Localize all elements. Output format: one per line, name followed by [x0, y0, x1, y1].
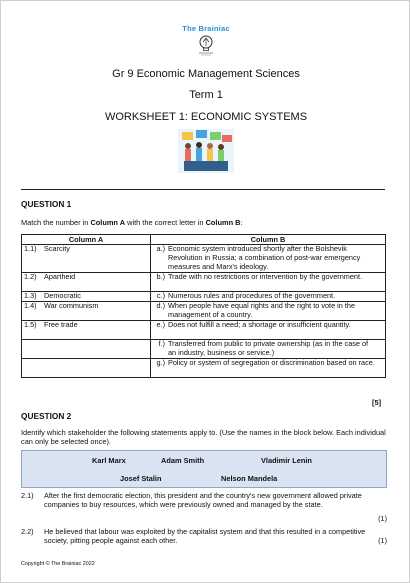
statement-2-1: 2.1) After the first democratic election, this president and the country's new government allowed private companies to buy resources, which were previously owned and managed by the state. (1) [21, 491, 387, 524]
column-a-cell [22, 359, 151, 378]
column-a-cell [22, 340, 151, 359]
table-row [22, 340, 386, 359]
subject-title: Gr 9 Economic Management Sciences [112, 68, 300, 80]
name-vladimir-lenin: Vladimir Lenin [261, 456, 312, 465]
lightbulb-logo-icon [196, 34, 216, 56]
column-b-cell: f.) Transferred from public to private ownership (as in the case of an industry, business or service.) [151, 340, 386, 359]
column-a-cell: 1.2) Apartheid [22, 273, 151, 292]
people-with-signs-illustration [178, 129, 234, 173]
name-nelson-mandela: Nelson Mandela [221, 474, 278, 483]
question-2-instruction: Identify which stakeholder the following statements apply to. (Use the names in the block below. Each individual can only be selected once). [21, 428, 386, 447]
brand-name: The Brainiac [182, 24, 230, 33]
table-row [22, 292, 386, 302]
table-row [22, 273, 386, 292]
worksheet-title: WORKSHEET 1: ECONOMIC SYSTEMS [104, 111, 308, 123]
name-josef-stalin: Josef Stalin [120, 474, 162, 483]
table-row [22, 321, 386, 340]
table-row [22, 245, 386, 273]
question-1-marks: [5] [372, 398, 382, 407]
table-header-row [22, 235, 386, 245]
column-b-cell: c.) Numerous rules and procedures of the government. [151, 292, 386, 302]
column-b-cell: d.) When people have equal rights and the right to vote in the management of a country. [151, 302, 386, 321]
matching-table [21, 234, 386, 378]
column-a-cell: 1.4) War communism [22, 302, 151, 321]
section-divider [21, 189, 385, 190]
question-1-title: QUESTION 1 [21, 199, 72, 209]
column-b-cell: g.) Policy or system of segregation or discrimination based on race. [151, 359, 386, 378]
column-b-cell: e.) Does not fulfill a need; a shortage or insufficient quantity. [151, 321, 386, 340]
copyright-footer: Copyright © The Brainiac 2022 [21, 561, 95, 567]
column-a-header: Column A [22, 235, 151, 245]
column-b-cell: a.) Economic system introduced shortly after the Bolshevik Revolution in Russia; a combination of post-war emergency measures and Marx's ideology. [151, 245, 386, 273]
statement-2-2: 2.2) He believed that labour was exploited by the capitalist system and that this resulted in a competitive society, pitting people against each other. (1) [21, 527, 387, 546]
table-row [22, 359, 386, 378]
term-title: Term 1 [189, 89, 223, 101]
column-a-cell: 1.1) Scarcity [22, 245, 151, 273]
name-adam-smith: Adam Smith [161, 456, 205, 465]
column-b-header: Column B [151, 235, 386, 245]
question-1-instruction: Match the number in Column A with the correct letter in Column B: [21, 218, 243, 227]
name-karl-marx: Karl Marx [92, 456, 126, 465]
question-2-title: QUESTION 2 [21, 411, 72, 421]
column-a-cell: 1.5) Free trade [22, 321, 151, 340]
table-row [22, 302, 386, 321]
column-a-cell: 1.3) Democratic [22, 292, 151, 302]
names-block [21, 450, 387, 488]
column-b-cell: b.) Trade with no restrictions or intervention by the government. [151, 273, 386, 292]
